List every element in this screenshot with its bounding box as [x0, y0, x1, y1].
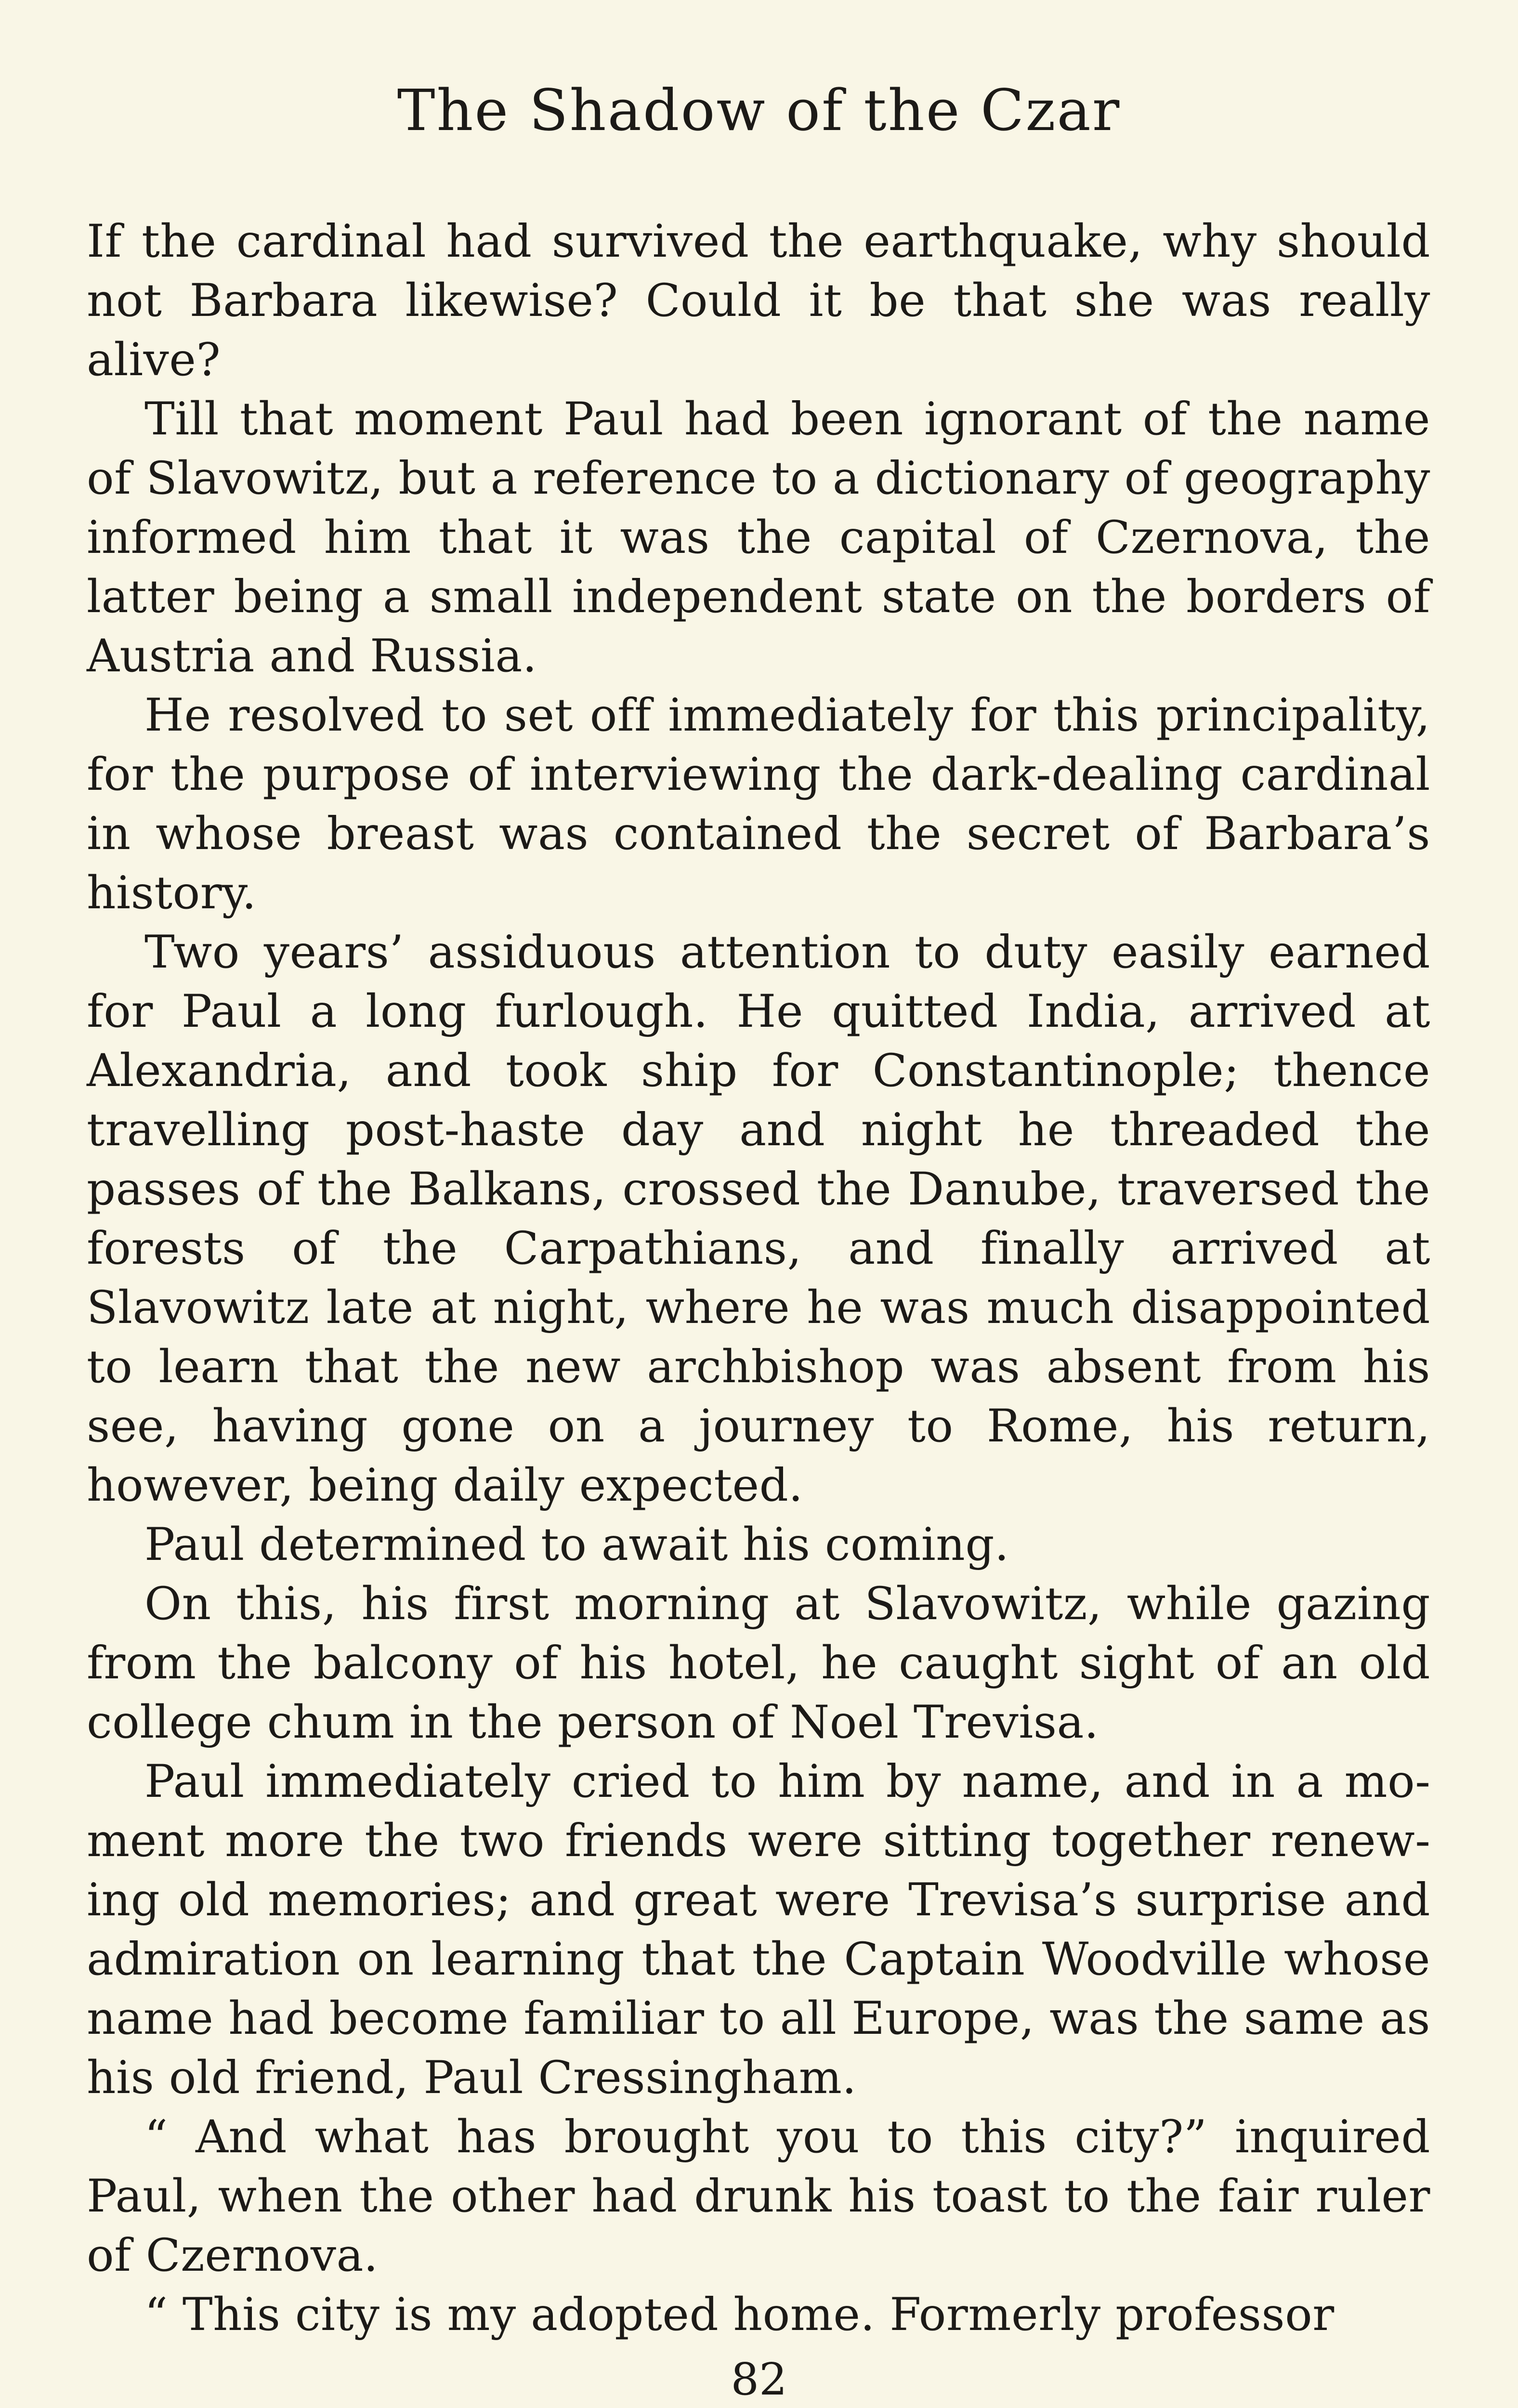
- running-title: The Shadow of the Czar: [397, 77, 1121, 144]
- paragraph: Paul determined to await his coming.: [144, 1518, 1009, 1571]
- page-number: 82: [731, 2354, 787, 2405]
- paragraph: Two years’ assiduous attention to duty easily earned for Paul a long furlough. He quitted India, arrived at Alexandria, and took ship for Constantinople; thence travelling post-haste day and night he threaded the passes of the Balkans, crossed the Danube, traversed the forests of the Carpathians, and finally arrived at Slavowitz late at night, where he was much disappointed to learn that the new archbishop was absent from his see, having gone on a journey to Rome, his return, however, being daily expected.: [87, 926, 1430, 1512]
- paragraph: “ And what has brought you to this city?” inquired Paul, when the other had drunk his toast to the fair ruler of Czernova.: [87, 2111, 1430, 2282]
- paragraph: “ This city is my adopted home. Formerly professor: [144, 2289, 1335, 2341]
- page-body: [87, 212, 1430, 2344]
- paragraph: If the cardinal had survived the earthquake, why should not Barbara likewise? Could it be that she was really alive?: [87, 215, 1430, 386]
- paragraph: He resolved to set off immediately for this principality, for the purpose of interviewing the dark-dealing cardinal in whose breast was contained the secret of Barbara’s history.: [87, 689, 1430, 919]
- paragraph: On this, his first morning at Slavowitz, while gazing from the balcony of his hotel, he caught sight of an old college chum in the person of Noel Trevisa.: [87, 1578, 1430, 1749]
- paragraph: Till that moment Paul had been ignorant of the name of Slavowitz, but a reference to a dictionary of geography informed him that it was the capital of Czernova, the latter being a small independent state on the borders of Austria and Russia.: [87, 393, 1430, 682]
- paragraph: Paul immediately cried to him by name, and in a moment more the two friends were sitting together renewing old memories; and great were Trevisa’s surprise and admiration on learning that the Captain Woodville whose name had become familiar to all Europe, was the same as his old friend, Paul Cressingham.: [87, 1755, 1430, 2104]
